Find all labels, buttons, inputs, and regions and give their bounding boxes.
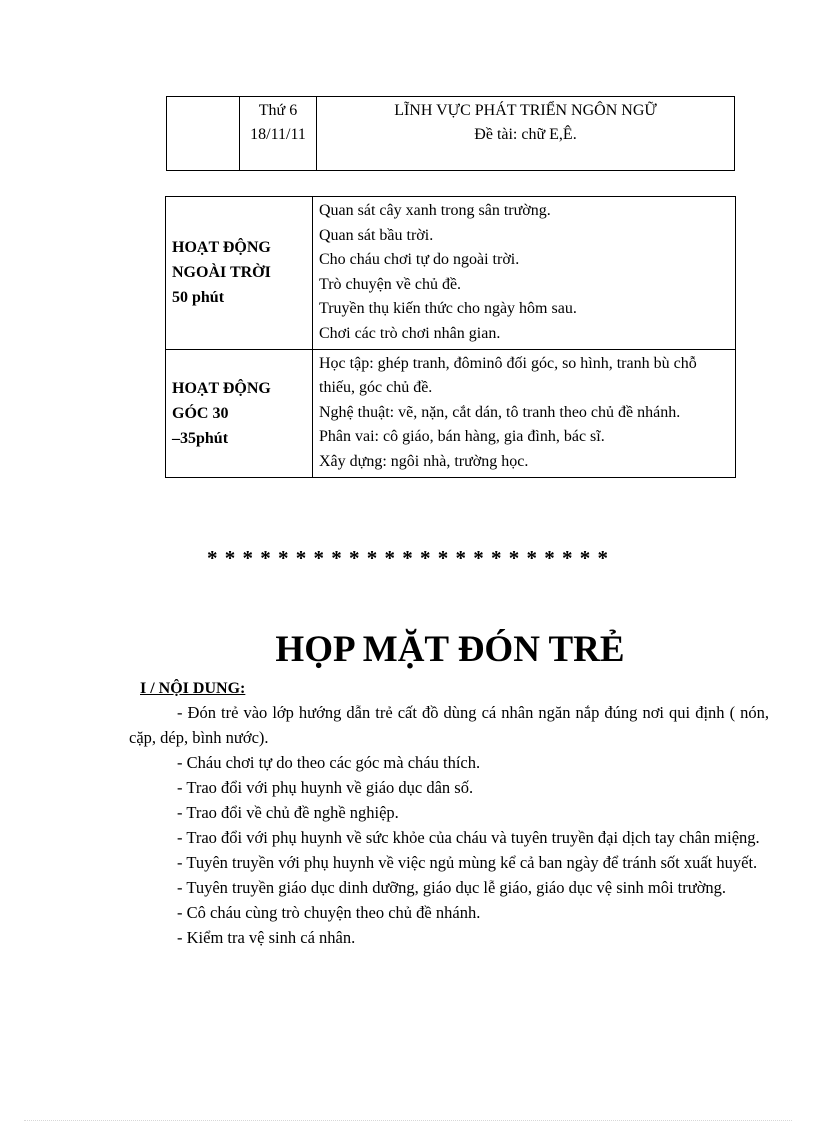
- content-paragraph: - Trao đổi với phụ huynh về giáo dục dân số.: [177, 778, 474, 797]
- field-title: LĨNH VỰC PHÁT TRIỂN NGÔN NGỮ: [394, 102, 657, 119]
- activity-item: Chơi các trò chơi nhân gian.: [319, 324, 501, 342]
- activity-item: Cho cháu chơi tự do ngoài trời.: [319, 251, 520, 269]
- activity-label-line: GÓC 30: [172, 404, 229, 422]
- activity-item: Phân vai: cô giáo, bán hàng, gia đình, bác sĩ.: [319, 428, 605, 446]
- activity-content-corner: [313, 349, 736, 477]
- activity-item: Truyền thụ kiến thức cho ngày hôm sau.: [319, 300, 577, 318]
- page-title: HỌP MẶT ĐÓN TRẺ: [275, 629, 625, 670]
- activity-row-corner: [166, 349, 736, 477]
- content-body: [129, 700, 769, 950]
- activity-label-line: 50 phút: [172, 289, 225, 307]
- activity-item: Quan sát bầu trời.: [319, 226, 434, 244]
- activity-item: Xây dựng: ngôi nhà, trường học.: [319, 452, 529, 470]
- activity-label-line: HOẠT ĐỘNG: [172, 379, 271, 397]
- activities-table: [165, 196, 736, 478]
- day-date-cell: [240, 97, 317, 171]
- page-bottom-divider: [24, 1120, 792, 1121]
- day-label: Thứ 6: [258, 102, 298, 119]
- field-topic-cell: [317, 97, 735, 171]
- activity-label-outdoor: [166, 197, 313, 350]
- activity-label-line: HOẠT ĐỘNG: [172, 239, 271, 257]
- section-heading: I / NỘI DUNG:: [140, 680, 246, 697]
- content-paragraph: - Kiểm tra vệ sinh cá nhân.: [177, 928, 356, 947]
- topic-label: Đề tài: chữ E,Ê.: [474, 126, 577, 143]
- activity-item: Quan sát cây xanh trong sân trường.: [319, 202, 551, 219]
- activity-item: Trò chuyện về chủ đề.: [319, 275, 462, 293]
- activity-content-outdoor: [313, 197, 736, 350]
- content-paragraph: - Tuyên truyền giáo dục dinh dưỡng, giáo dục lễ giáo, giáo dục vệ sinh môi trường.: [177, 878, 727, 897]
- star-separator: * * * * * * * * * * * * * * * * * * * * * * *: [207, 546, 609, 570]
- schedule-header-table: [166, 96, 735, 171]
- content-paragraph: - Cô cháu cùng trò chuyện theo chủ đề nhánh.: [177, 903, 481, 922]
- date-label: 18/11/11: [250, 126, 306, 143]
- activity-item: Học tập: ghép tranh, đôminô đối góc, so hình, tranh bù chỗ thiếu, góc chủ đề.: [319, 354, 697, 397]
- activity-item: Nghệ thuật: vẽ, nặn, cắt dán, tô tranh theo chủ đề nhánh.: [319, 403, 681, 421]
- content-paragraph: - Trao đổi với phụ huynh về sức khỏe của cháu và tuyên truyền đại dịch tay chân miệng.: [177, 828, 760, 847]
- activity-row-outdoor: [166, 197, 736, 350]
- activity-label-line: NGOÀI TRỜI: [172, 264, 271, 282]
- empty-cell: [167, 97, 240, 171]
- activity-label-corner: [166, 349, 313, 477]
- content-paragraph: - Trao đổi về chủ đề nghề nghiệp.: [177, 803, 399, 822]
- content-paragraph: - Đón trẻ vào lớp hướng dẫn trẻ cất đồ dùng cá nhân ngăn nắp đúng nơi qui định ( nón, cặp, dép, bình nước).: [129, 703, 769, 747]
- content-paragraph: - Cháu chơi tự do theo các góc mà cháu thích.: [177, 753, 481, 772]
- activity-label-line: –35phút: [172, 429, 229, 447]
- content-paragraph: - Tuyên truyền với phụ huynh về việc ngủ mùng kể cả ban ngày để tránh sốt xuất huyết.: [177, 853, 758, 872]
